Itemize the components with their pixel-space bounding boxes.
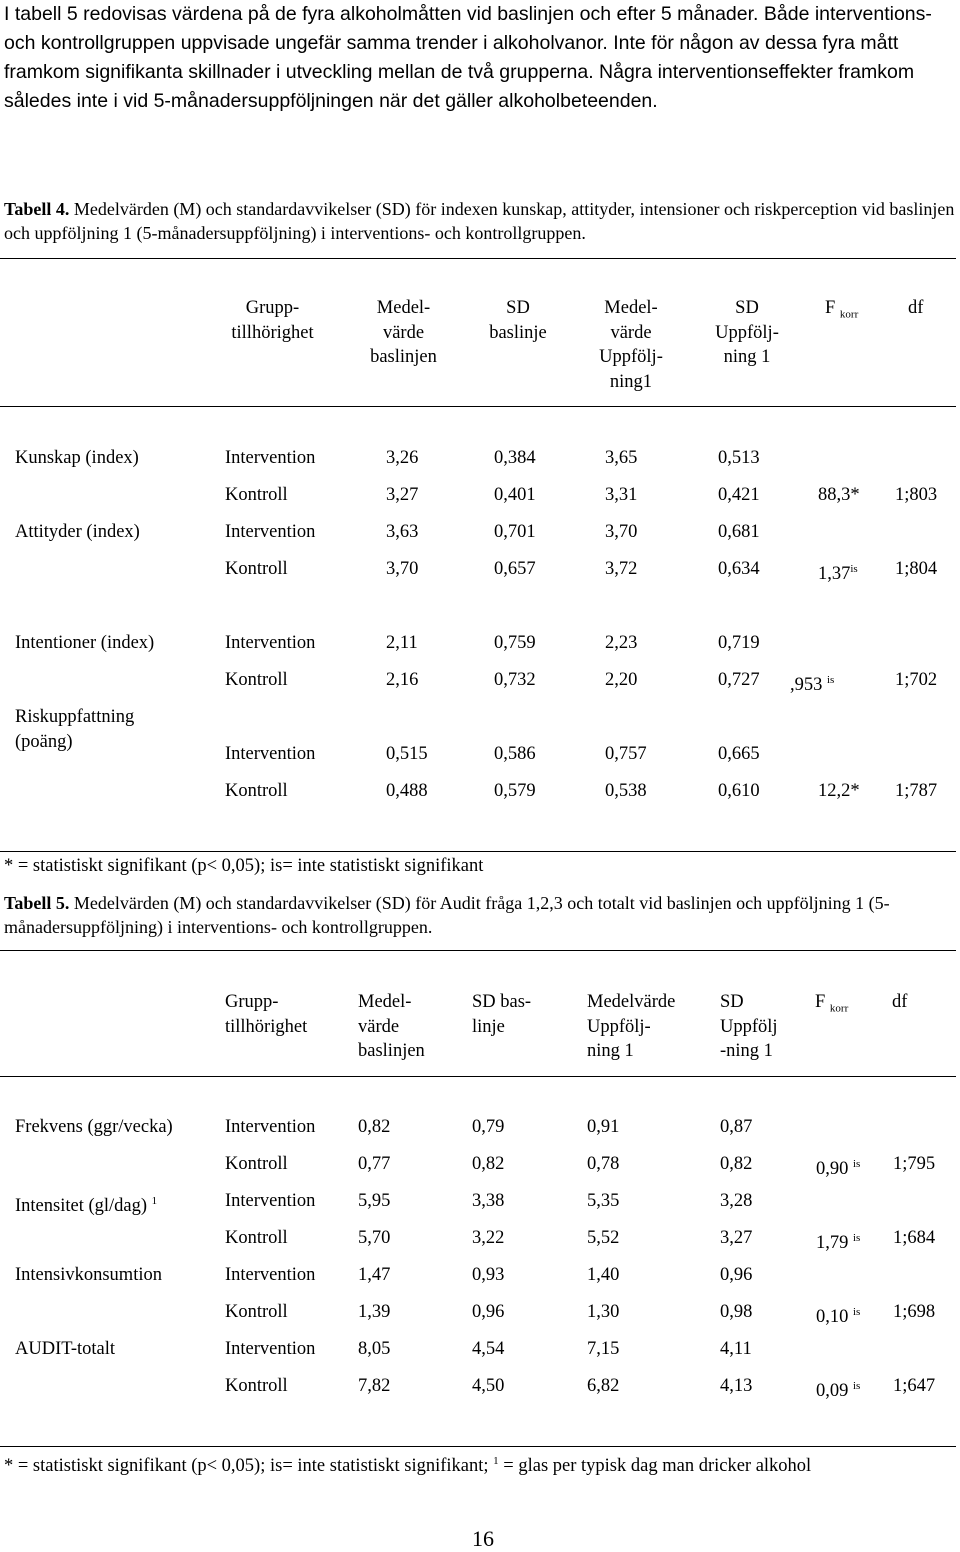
table5-cell-f-value: 0,90: [816, 1159, 853, 1180]
table5-cell-f-value: 0,10: [816, 1307, 853, 1328]
table5-cell-f-sup: is: [853, 1232, 861, 1244]
table5-footnote-b: = glas per typisk dag man dricker alkohol: [498, 1456, 812, 1477]
table5-header-f: [815, 990, 848, 1021]
table5-cell-sd-base: 0,96: [472, 1302, 505, 1322]
table4-footnote: * = statistiskt signifikant (p< 0,05); is= inte statistiskt signifikant: [4, 856, 484, 876]
table4-cell-group: Intervention: [225, 522, 316, 542]
table5-cell-group: Kontroll: [225, 1154, 288, 1174]
table5-cell-group: Intervention: [225, 1339, 316, 1359]
table4-cell-f: [790, 668, 834, 698]
table5-cell-group: Kontroll: [225, 1228, 288, 1248]
table5-cell-m-base: 8,05: [358, 1339, 391, 1359]
table5-row-label-text: Frekvens (ggr/vecka): [15, 1117, 173, 1137]
table4-cell-m-base: 2,16: [386, 670, 419, 690]
table4-cell-sd-fu: 0,727: [718, 670, 760, 690]
table5-footnote-sup: 1: [493, 1455, 499, 1467]
table5-cell-m-base: 7,82: [358, 1376, 391, 1396]
table4-cell-f-value: ,953: [790, 675, 827, 696]
table5-cell-m-fu: 7,15: [587, 1339, 620, 1359]
table5-cell-f-sup: is: [853, 1306, 861, 1318]
table4-cell-sd-base: 0,586: [494, 744, 536, 764]
table5-cell-sd-fu: 0,87: [720, 1117, 753, 1137]
table5-header-sd-fu: SD Uppfölj -ning 1: [720, 992, 778, 1061]
table5-cell-f: [816, 1300, 860, 1330]
table4-cell-sd-fu: 0,665: [718, 744, 760, 764]
table4-cell-m-fu: 2,23: [605, 633, 638, 653]
table4-cell-sd-fu: 0,610: [718, 781, 760, 801]
table4-cell-df: 1;804: [895, 559, 938, 579]
table4-cell-m-fu: 3,72: [605, 559, 638, 579]
table4-cell-group: Kontroll: [225, 781, 288, 801]
table5-cell-sd-base: 4,50: [472, 1376, 505, 1396]
table5-header-m-base: Medel- värde baslinjen: [358, 992, 425, 1061]
table4-cell-m-base: 3,70: [386, 559, 419, 579]
table5-bottom-rule: [0, 1446, 956, 1447]
table4-cell-m-fu: 3,31: [605, 485, 638, 505]
table4-header-rule: [0, 406, 956, 407]
table5-cell-sd-fu: 3,27: [720, 1228, 753, 1248]
table5-cell-df: 1;698: [893, 1302, 936, 1322]
table5-header-df: df: [892, 992, 908, 1012]
table5-header-f-sub: korr: [829, 1002, 849, 1015]
table5-caption-text: Medelvärden (M) och standardavvikelser (SD) för Audit fråga 1,2,3 och totalt vid baslinjen och uppföljning 1 (5-månadersuppföljning) i interventions- och kontrollgruppen.: [4, 893, 890, 937]
table4-cell-sd-base: 0,384: [494, 448, 536, 468]
table5-cell-sd-fu: 4,11: [720, 1339, 752, 1359]
table5-caption-label: Tabell 5.: [4, 893, 70, 913]
table5-cell-sd-fu: 0,82: [720, 1154, 753, 1174]
table5-cell-sd-base: 0,79: [472, 1117, 505, 1137]
table4-cell-m-base: 3,26: [386, 448, 419, 468]
table4-header-f-sub: korr: [839, 308, 859, 321]
table5-cell-f-value: 1,79: [816, 1233, 853, 1254]
table4-cell-m-base: 2,11: [386, 633, 418, 653]
table5-cell-m-fu: 1,40: [587, 1265, 620, 1285]
table5-cell-df: 1;647: [893, 1376, 936, 1396]
table4-cell-f: [818, 557, 858, 587]
table5-header-group: Grupp- tillhörighet: [225, 992, 308, 1037]
table4-cell-group: Kontroll: [225, 485, 288, 505]
table5-cell-m-base: 0,77: [358, 1154, 391, 1174]
table5-cell-m-fu: 5,35: [587, 1191, 620, 1211]
table5-cell-m-base: 1,47: [358, 1265, 391, 1285]
table4-cell-sd-base: 0,759: [494, 633, 536, 653]
table4-cell-group: Kontroll: [225, 670, 288, 690]
table4-cell-m-base: 3,27: [386, 485, 419, 505]
table4-cell-m-fu: 3,70: [605, 522, 638, 542]
table5-footnote: [4, 1449, 811, 1478]
table5-cell-sd-fu: 0,98: [720, 1302, 753, 1322]
table5-footnote-a: * = statistiskt signifikant (p< 0,05); is= inte statistiskt signifikant;: [4, 1456, 494, 1477]
table4-cell-group: Kontroll: [225, 559, 288, 579]
table5-row-label-text: AUDIT-totalt: [15, 1339, 116, 1359]
table4-header-df: df: [908, 298, 924, 318]
table4-caption: [4, 197, 956, 245]
table4-cell-sd-base: 0,579: [494, 781, 536, 801]
table4-cell-m-fu: 0,538: [605, 781, 647, 801]
table5-row-label-text: Intensitet (gl/dag): [15, 1196, 152, 1217]
table5-cell-sd-base: 4,54: [472, 1339, 505, 1359]
table5-cell-sd-fu: 3,28: [720, 1191, 753, 1211]
table4-cell-m-base: 0,515: [386, 744, 428, 764]
table5-cell-df: 1;795: [893, 1154, 936, 1174]
table5-cell-m-fu: 0,91: [587, 1117, 620, 1137]
table4-caption-text: Medelvärden (M) och standardavvikelser (SD) för indexen kunskap, attityder, intensioner och riskperception vid baslinjen och uppföljning 1 (5-månadersuppföljning) i interventions- och kontrollgruppen.: [4, 199, 955, 243]
table4-cell-sd-base: 0,657: [494, 559, 536, 579]
table4-cell-sd-fu: 0,719: [718, 633, 760, 653]
page-number: 16: [472, 1526, 494, 1551]
table4-cell-sd-fu: 0,634: [718, 559, 760, 579]
table5-header-rule: [0, 1076, 956, 1077]
table4-cell-sd-base: 0,701: [494, 522, 536, 542]
table4-cell-f-value: 12,2*: [818, 781, 860, 801]
table4-cell-f-sup: is: [850, 563, 858, 575]
table5-cell-m-base: 0,82: [358, 1117, 391, 1137]
intro-paragraph: I tabell 5 redovisas värdena på de fyra alkoholmåtten vid baslinjen och efter 5 månader. Både interventions- och kontrollgruppen uppvisade ungefär samma trender i alkoholvanor. Inte för någon av dessa fyra mått framkom signifikanta skillnader i utveckling mellan de två grupperna. Några interventionseffekter framkom således inte i vid 5-månadersuppföljningen när det gäller alkoholbeteenden.: [4, 3, 932, 112]
table5-cell-group: Intervention: [225, 1117, 316, 1137]
table5-cell-m-base: 1,39: [358, 1302, 391, 1322]
table4-cell-m-fu: 2,20: [605, 670, 638, 690]
table5-top-rule: [0, 950, 956, 951]
table5-cell-f-sup: is: [853, 1380, 861, 1392]
table5-cell-sd-base: 0,93: [472, 1265, 505, 1285]
table5-cell-f-value: 0,09: [816, 1381, 853, 1402]
table5-cell-m-fu: 0,78: [587, 1154, 620, 1174]
table4-cell-f-value: 1,37: [818, 564, 851, 585]
table5-cell-sd-base: 3,22: [472, 1228, 505, 1248]
table5-cell-m-fu: 5,52: [587, 1228, 620, 1248]
table5-row-label: [15, 1189, 157, 1219]
table5-cell-f: [816, 1152, 860, 1182]
table4-header-group: Grupp- tillhörighet: [231, 298, 314, 343]
table4-cell-sd-base: 0,401: [494, 485, 536, 505]
table4-header-m-base: Medel- värde baslinjen: [370, 298, 437, 367]
table4-cell-group: Intervention: [225, 633, 316, 653]
table5-cell-df: 1;684: [893, 1228, 936, 1248]
table5-cell-sd-base: 3,38: [472, 1191, 505, 1211]
table4-row-label: Attityder (index): [15, 522, 140, 542]
table5-cell-f: [816, 1374, 860, 1404]
table5-cell-group: Intervention: [225, 1265, 316, 1285]
table4-cell-df: 1;702: [895, 670, 938, 690]
table4-cell-m-base: 3,63: [386, 522, 419, 542]
table4-top-rule: [0, 258, 956, 259]
table4-header-sd-fu: SD Uppfölj- ning 1: [715, 298, 779, 367]
table5-cell-f: [816, 1226, 860, 1256]
table4-row-label: Kunskap (index): [15, 448, 139, 468]
table4-row-label: Riskuppfattning (poäng): [15, 707, 135, 752]
table5-cell-f-sup: is: [853, 1158, 861, 1170]
table4-cell-m-base: 0,488: [386, 781, 428, 801]
table5-cell-group: Intervention: [225, 1191, 316, 1211]
table5-header-m-fu: Medelvärde Uppfölj- ning 1: [587, 992, 676, 1061]
table5-cell-sd-base: 0,82: [472, 1154, 505, 1174]
table4-bottom-rule: [0, 851, 956, 852]
table5-row-label: [15, 1263, 162, 1288]
table4-cell-f: [818, 779, 860, 804]
table4-cell-group: Intervention: [225, 744, 316, 764]
table4-cell-sd-fu: 0,681: [718, 522, 760, 542]
table4-cell-f: [818, 483, 860, 508]
table4-cell-sd-base: 0,732: [494, 670, 536, 690]
table5-cell-m-fu: 1,30: [587, 1302, 620, 1322]
table5-cell-sd-fu: 4,13: [720, 1376, 753, 1396]
table4-cell-f-value: 88,3*: [818, 485, 860, 505]
table5-cell-m-fu: 6,82: [587, 1376, 620, 1396]
table4-cell-sd-fu: 0,421: [718, 485, 760, 505]
table5-header-sd-base: SD bas- linje: [472, 992, 532, 1037]
table4-header-f: [825, 296, 858, 327]
table4-header-f-letter: F: [825, 298, 836, 318]
table5-caption: [4, 891, 956, 939]
table5-cell-group: Kontroll: [225, 1376, 288, 1396]
table5-row-label-text: Intensivkonsumtion: [15, 1265, 162, 1285]
table4-cell-f-sup: is: [827, 674, 835, 686]
table4-cell-m-fu: 0,757: [605, 744, 647, 764]
table5-cell-m-base: 5,70: [358, 1228, 391, 1248]
table4-cell-df: 1;803: [895, 485, 938, 505]
table4-cell-group: Intervention: [225, 448, 316, 468]
table4-cell-df: 1;787: [895, 781, 938, 801]
table4-cell-m-fu: 3,65: [605, 448, 638, 468]
table5-cell-sd-fu: 0,96: [720, 1265, 753, 1285]
table5-header-f-letter: F: [815, 992, 826, 1012]
table5-row-label: [15, 1115, 173, 1140]
table4-row-label: Intentioner (index): [15, 633, 155, 653]
table5-cell-group: Kontroll: [225, 1302, 288, 1322]
table5-row-label: [15, 1337, 115, 1362]
table4-caption-label: Tabell 4.: [4, 199, 70, 219]
table5-row-label-sup: 1: [151, 1195, 158, 1207]
table4-header-sd-base: SD baslinje: [489, 298, 547, 343]
table4-header-m-fu: Medel- värde Uppfölj- ning1: [599, 298, 663, 392]
table5-cell-m-base: 5,95: [358, 1191, 391, 1211]
table4-cell-sd-fu: 0,513: [718, 448, 760, 468]
